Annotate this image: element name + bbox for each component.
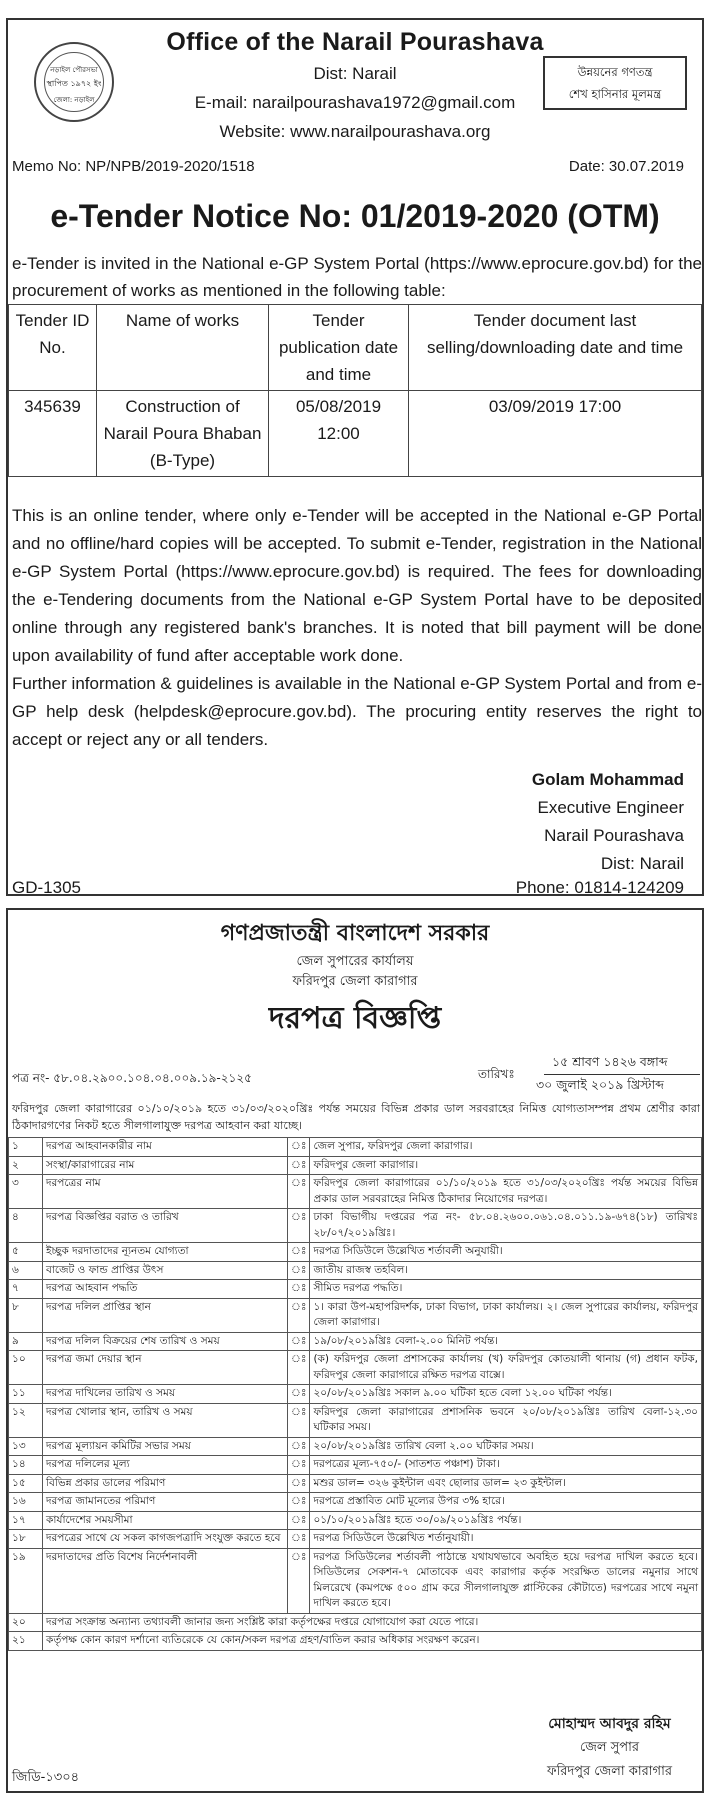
table-row xyxy=(9,1613,702,1632)
office-email: E-mail: narailpourashava1972@gmail.com xyxy=(194,93,516,112)
government-title: গণপ্রজাতন্ত্রী বাংলাদেশ সরকার xyxy=(220,921,490,946)
table-row xyxy=(9,1243,702,1262)
signatory-designation-bangla: জেল সুপার xyxy=(579,1740,640,1755)
table-row xyxy=(9,1403,702,1437)
row-colon: ঃ xyxy=(288,1548,310,1613)
row-serial: ১২ xyxy=(9,1403,43,1437)
row-value: মশুর ডাল= ৩২৬ কুইন্টাল এবং ছোলার ডাল= ২৩ কুইন্টাল। xyxy=(310,1474,702,1493)
notice-date: Date: 30.07.2019 xyxy=(568,158,684,175)
office-title: Office of the Narail Pourashava xyxy=(166,28,544,56)
row-colon: ঃ xyxy=(288,1280,310,1299)
row-label: দরপত্র জমা দেয়ার স্থান xyxy=(43,1351,288,1385)
table-row xyxy=(9,1511,702,1530)
row-colon: ঃ xyxy=(288,1474,310,1493)
row-label: দরপত্র বিজ্ঞপ্তির বরাত ও তারিখ xyxy=(43,1209,288,1243)
row-serial: ৯ xyxy=(9,1332,43,1351)
row-value: ১৯/০৮/২০১৯খ্রিঃ বেলা-২.০০ মিনিট পর্যন্ত। xyxy=(310,1332,702,1351)
signatory-district: Dist: Narail xyxy=(600,854,684,873)
cell-last-selling-date: 03/09/2019 17:00 xyxy=(409,391,702,477)
row-colon: ঃ xyxy=(288,1332,310,1351)
row-value: জেল সুপার, ফরিদপুর জেলা কারাগার। xyxy=(310,1138,702,1157)
signatory-office: Narail Pourashava xyxy=(544,826,684,845)
row-serial: ৪ xyxy=(9,1209,43,1243)
row-value: দরপত্রে প্রস্তাবিত মোট মূল্যের উপর ৩% হারে। xyxy=(310,1493,702,1512)
row-serial: ৬ xyxy=(9,1261,43,1280)
row-label: দরপত্রের নাম xyxy=(43,1175,288,1209)
row-label: দরপত্র দলিল প্রাপ্তির স্থান xyxy=(43,1298,288,1332)
row-label: দরপত্র আহবানকারীর নাম xyxy=(43,1138,288,1157)
row-serial: ৫ xyxy=(9,1243,43,1262)
date-divider xyxy=(544,1074,700,1075)
table-row xyxy=(9,1156,702,1175)
row-serial: ১৭ xyxy=(9,1511,43,1530)
row-value: ১। কারা উপ-মহাপরিদর্শক, ঢাকা বিভাগ, ঢাকা কার্যালয়। ২। জেল সুপারের কার্যালয়, ফরিদপুর জেলা কারাগার। xyxy=(310,1298,702,1332)
office-name: জেল সুপারের কার্যালয় xyxy=(296,954,414,969)
row-serial: ১৪ xyxy=(9,1456,43,1475)
row-label: দরদাতাদের প্রতি বিশেষ নির্দেশনাবলী xyxy=(43,1548,288,1613)
row-label: দরপত্র দাখিলের তারিখ ও সময় xyxy=(43,1385,288,1404)
tender-notice-narail xyxy=(6,18,704,896)
tender-notice-title-bangla: দরপত্র বিজ্ঞপ্তি xyxy=(268,1001,442,1036)
row-value: (ক) ফরিদপুর জেলা প্রশাসকের কার্যালয় (খ) ফরিদপুর কোতয়ালী থানায় (গ) প্রধান ফটক, ফরিদপুর জেলা কারাগারে রক্ষিত দরপত্র বাক্সে। xyxy=(310,1351,702,1385)
row-label: দরপত্রের সাথে যে সকল কাগজপত্রাদি সংযুক্ত করতে হবে xyxy=(43,1530,288,1549)
row-colon: ঃ xyxy=(288,1243,310,1262)
cell-tender-id: 345639 xyxy=(9,391,97,477)
row-full-text: দরপত্র সংক্রান্ত অন্যান্য তথ্যাবলী জানার জন্য সংশ্লিষ্ট কারা কর্তৃপক্ষের দপ্তরে যোগাযোগ করা যেতে পারে। xyxy=(43,1613,702,1632)
signature-block-bangla xyxy=(547,1712,672,1784)
row-serial: ৮ xyxy=(9,1298,43,1332)
seal-bottom-text: জেলা: নড়াইল xyxy=(53,96,95,104)
row-value: ০১/১০/২০১৯খ্রিঃ হতে ৩০/০৯/২০১৯খ্রিঃ পর্যন্ত। xyxy=(310,1511,702,1530)
cell-publication-date: 05/08/2019 12:00 xyxy=(269,391,409,477)
memo-number: Memo No: NP/NPB/2019-2020/1518 xyxy=(12,158,255,175)
signatory-name-bangla: মোহাম্মদ আবদুর রহিম xyxy=(548,1716,671,1732)
tender-table xyxy=(8,304,702,477)
memo-number-bangla: পত্র নং- ৫৮.০৪.২৯০০.১০৪.০৪.০০৯.১৯-২১২৫ xyxy=(12,1071,252,1085)
row-colon: ঃ xyxy=(288,1209,310,1243)
row-serial: ১৫ xyxy=(9,1474,43,1493)
date-block xyxy=(478,1054,700,1096)
row-colon: ঃ xyxy=(288,1351,310,1385)
row-serial: ১৮ xyxy=(9,1530,43,1549)
row-colon: ঃ xyxy=(288,1530,310,1549)
row-value: ফরিদপুর জেলা কারাগারের প্রশাসনিক ভবনে ২০/০৮/২০১৯খ্রিঃ তারিখ বেলা-১২.৩০ ঘটিকার সময়। xyxy=(310,1403,702,1437)
row-serial: ৩ xyxy=(9,1175,43,1209)
tender-body-paragraph-2: Further information & guidelines is available in the National e-GP System Portal and from e-GP help desk (helpdesk@eprocure.gov.bd). The procuring entity reserves the right to accept or reject any or all tenders. xyxy=(12,674,702,749)
row-colon: ঃ xyxy=(288,1385,310,1404)
row-value: ২০/০৮/২০১৯খ্রিঃ তারিখ বেলা ২.০০ ঘটিকার সময়। xyxy=(310,1437,702,1456)
table-row xyxy=(9,1437,702,1456)
row-colon: ঃ xyxy=(288,1261,310,1280)
row-value: ফরিদপুর জেলা কারাগারের ০১/১০/২০১৯ হতে ৩১/০৩/২০২০খ্রিঃ পর্যন্ত সময়ের বিভিন্ন প্রকার ডাল সরবরাহের নিমিত্ত ঠিকাদার নিয়োগের দরপত্র। xyxy=(310,1175,702,1209)
header-name-of-works: Name of works xyxy=(97,305,269,391)
row-label: দরপত্র দলিল বিক্রয়ের শেষ তারিখ ও সময় xyxy=(43,1332,288,1351)
row-colon: ঃ xyxy=(288,1298,310,1332)
office-district: Dist: Narail xyxy=(313,64,397,83)
row-label: দরপত্র জামানতের পরিমাণ xyxy=(43,1493,288,1512)
tender-intro-bangla: ফরিদপুর জেলা কারাগারের ০১/১০/২০১৯ হতে ৩১/০৩/২০২০খ্রিঃ পর্যন্ত সময়ের বিভিন্ন প্রকার ডাল সরবরাহের নিমিত্ত যোগ্যতাসম্পন্ন প্রথম শ্রেণীর কারা ঠিকাদারগণের নিকট হতে সীলগালাযুক্ত দরপত্র আহবান করা যাচ্ছে। xyxy=(12,1102,700,1132)
gd-number-bangla: জিডি-১৩০৪ xyxy=(12,1770,80,1785)
header-last-selling-date: Tender document last selling/downloading date and time xyxy=(409,305,702,391)
table-row xyxy=(9,1138,702,1157)
row-value: ফরিদপুর জেলা কারাগার। xyxy=(310,1156,702,1175)
row-label: বাজেট ও ফান্ড প্রাপ্তির উৎস xyxy=(43,1261,288,1280)
table-row xyxy=(9,1351,702,1385)
row-label: দরপত্র দলিলের মূল্য xyxy=(43,1456,288,1475)
row-serial: ১০ xyxy=(9,1351,43,1385)
table-row xyxy=(9,1209,702,1243)
row-serial: ১ xyxy=(9,1138,43,1157)
table-row xyxy=(9,1332,702,1351)
date-bangla-calendar: ১৫ শ্রাবণ ১৪২৬ বঙ্গাব্দ xyxy=(552,1054,668,1069)
row-colon: ঃ xyxy=(288,1403,310,1437)
table-row xyxy=(9,1385,702,1404)
row-colon: ঃ xyxy=(288,1456,310,1475)
table-row xyxy=(9,1548,702,1613)
row-colon: ঃ xyxy=(288,1138,310,1157)
tender-details-table xyxy=(8,1137,702,1651)
row-label: বিভিন্ন প্রকার ডালের পরিমাণ xyxy=(43,1474,288,1493)
table-row xyxy=(9,1632,702,1651)
row-serial: ১১ xyxy=(9,1385,43,1404)
row-label: কার্যাদেশের সময়সীমা xyxy=(43,1511,288,1530)
signatory-name: Golam Mohammad xyxy=(531,770,684,789)
row-label: দরপত্র মূল্যায়ন কমিটির সভার সময় xyxy=(43,1437,288,1456)
row-label: ইচ্ছুক দরদাতাদের ন্যূনতম যোগ্যতা xyxy=(43,1243,288,1262)
row-colon: ঃ xyxy=(288,1156,310,1175)
row-value: ঢাকা বিভাগীয় দপ্তরের পত্র নং- ৫৮.০৪.২৬০০.০৬১.০৪.০১১.১৯-৬৭৪(১৮) তারিখঃ ২৮/০৭/২০১৯খ্রিঃ। xyxy=(310,1209,702,1243)
cell-name-of-works: Construction of Narail Poura Bhaban (B-Type) xyxy=(97,391,269,477)
contact-phone: Phone: 01814-124209 xyxy=(515,878,684,897)
seal-top-text: নড়াইল পৌরসভা xyxy=(50,66,98,74)
signatory-office-bangla: ফরিদপুর জেলা কারাগার xyxy=(546,1764,672,1779)
table-row xyxy=(9,1280,702,1299)
row-colon: ঃ xyxy=(288,1493,310,1512)
table-row xyxy=(9,1456,702,1475)
date-gregorian: ৩০ জুলাই ২০১৯ খ্রিস্টাব্দ xyxy=(536,1077,664,1092)
slogan-line-1: উন্নয়নের গণতন্ত্র xyxy=(577,65,653,79)
row-full-text: কর্তৃপক্ষ কোন কারণ দর্শানো ব্যতিরেকে যে কোন/সকল দরপত্র গ্রহণ/বাতিল করার অধিকার সংরক্ষণ করেন। xyxy=(43,1632,702,1651)
row-value: জাতীয় রাজস্ব তহবিল। xyxy=(310,1261,702,1280)
row-colon: ঃ xyxy=(288,1511,310,1530)
table-row xyxy=(9,391,702,477)
row-value: দরপত্র সিডিউলের শর্তাবলী পাঠান্তে যথাযথভাবে অবহিত হয়ে দরপত্র দাখিল করতে হবে। সিডিউলের সেকশন-৭ মোতাবেক এবং কারাগার কর্তৃক সংরক্ষিত ডালের নমুনার সাথে মিলরেখে (কমপক্ষে ৫০০ গ্রাম করে সীলগালাযুক্ত প্লাস্টিকের কৌটাতে) দরপত্রের সাথে নমুনা দাখিল করতে হবে। xyxy=(310,1548,702,1613)
row-serial: ৭ xyxy=(9,1280,43,1299)
row-serial: ২০ xyxy=(9,1613,43,1632)
gd-number: GD-1305 xyxy=(12,878,81,897)
slogan-line-2: শেখ হাসিনার মূলমন্ত্র xyxy=(568,87,662,101)
row-value: ২০/০৮/২০১৯খ্রিঃ সকাল ৯.০০ ঘটিকা হতে বেলা ১২.০০ ঘটিকা পর্যন্ত। xyxy=(310,1385,702,1404)
row-value: সীমিত দরপত্র পদ্ধতি। xyxy=(310,1280,702,1299)
table-row xyxy=(9,1175,702,1209)
signature-block xyxy=(532,766,684,878)
tender-table-header-row xyxy=(9,305,702,391)
row-label: দরপত্র খোলার স্থান, তারিখ ও সময় xyxy=(43,1403,288,1437)
row-serial: ১৯ xyxy=(9,1548,43,1613)
row-value: দরপত্র সিডিউলে উল্লেখিত শর্তানুযায়ী। xyxy=(310,1530,702,1549)
table-row xyxy=(9,1530,702,1549)
signatory-designation: Executive Engineer xyxy=(537,798,684,817)
seal-mid-text: স্থাপিত ১৯৭২ ইং xyxy=(46,79,102,88)
tender-intro: e-Tender is invited in the National e-GP System Portal (https://www.eprocure.gov.bd) for the procurement of works as mentioned in the following table: xyxy=(12,254,702,300)
table-row xyxy=(9,1493,702,1512)
row-colon: ঃ xyxy=(288,1175,310,1209)
row-serial: ২১ xyxy=(9,1632,43,1651)
table-row xyxy=(9,1298,702,1332)
row-value: দরপত্র সিডিউলে উল্লেখিত শর্তাবলী অনুযায়ী। xyxy=(310,1243,702,1262)
row-serial: ১৩ xyxy=(9,1437,43,1456)
table-row xyxy=(9,1474,702,1493)
row-label: দরপত্র আহবান পদ্ধতি xyxy=(43,1280,288,1299)
tender-body xyxy=(12,502,702,754)
row-serial: ২ xyxy=(9,1156,43,1175)
tender-notice-faridpur xyxy=(6,908,704,1793)
table-row xyxy=(9,1261,702,1280)
header-tender-id: Tender ID No. xyxy=(9,305,97,391)
tender-notice-title: e-Tender Notice No: 01/2019-2020 (OTM) xyxy=(50,198,660,234)
row-label: সংস্থা/কারাগারের নাম xyxy=(43,1156,288,1175)
date-label: তারিখঃ xyxy=(478,1067,515,1081)
header-publication-date: Tender publication date and time xyxy=(269,305,409,391)
jail-name: ফরিদপুর জেলা কারাগার xyxy=(292,974,418,989)
row-colon: ঃ xyxy=(288,1437,310,1456)
tender-body-paragraph-1: This is an online tender, where only e-Tender will be accepted in the National e-GP Portal and no offline/hard copies will be accepted. To submit e-Tender, registration in the National e-GP System Portal (https://www.eprocure.gov.bd) is required. The fees for downloading the e-Tendering documents from the National e-GP System Portal have to be deposited online through any registered bank's branches. It is noted that bill payment will be done upon availability of fund after acceptable work done. xyxy=(12,506,702,665)
slogan-box xyxy=(543,56,687,110)
row-serial: ১৬ xyxy=(9,1493,43,1512)
row-value: দরপত্রের মূল্য-৭৫০/- (সাতশত পঞ্চাশ) টাকা। xyxy=(310,1456,702,1475)
office-website: Website: www.narailpourashava.org xyxy=(219,122,491,141)
